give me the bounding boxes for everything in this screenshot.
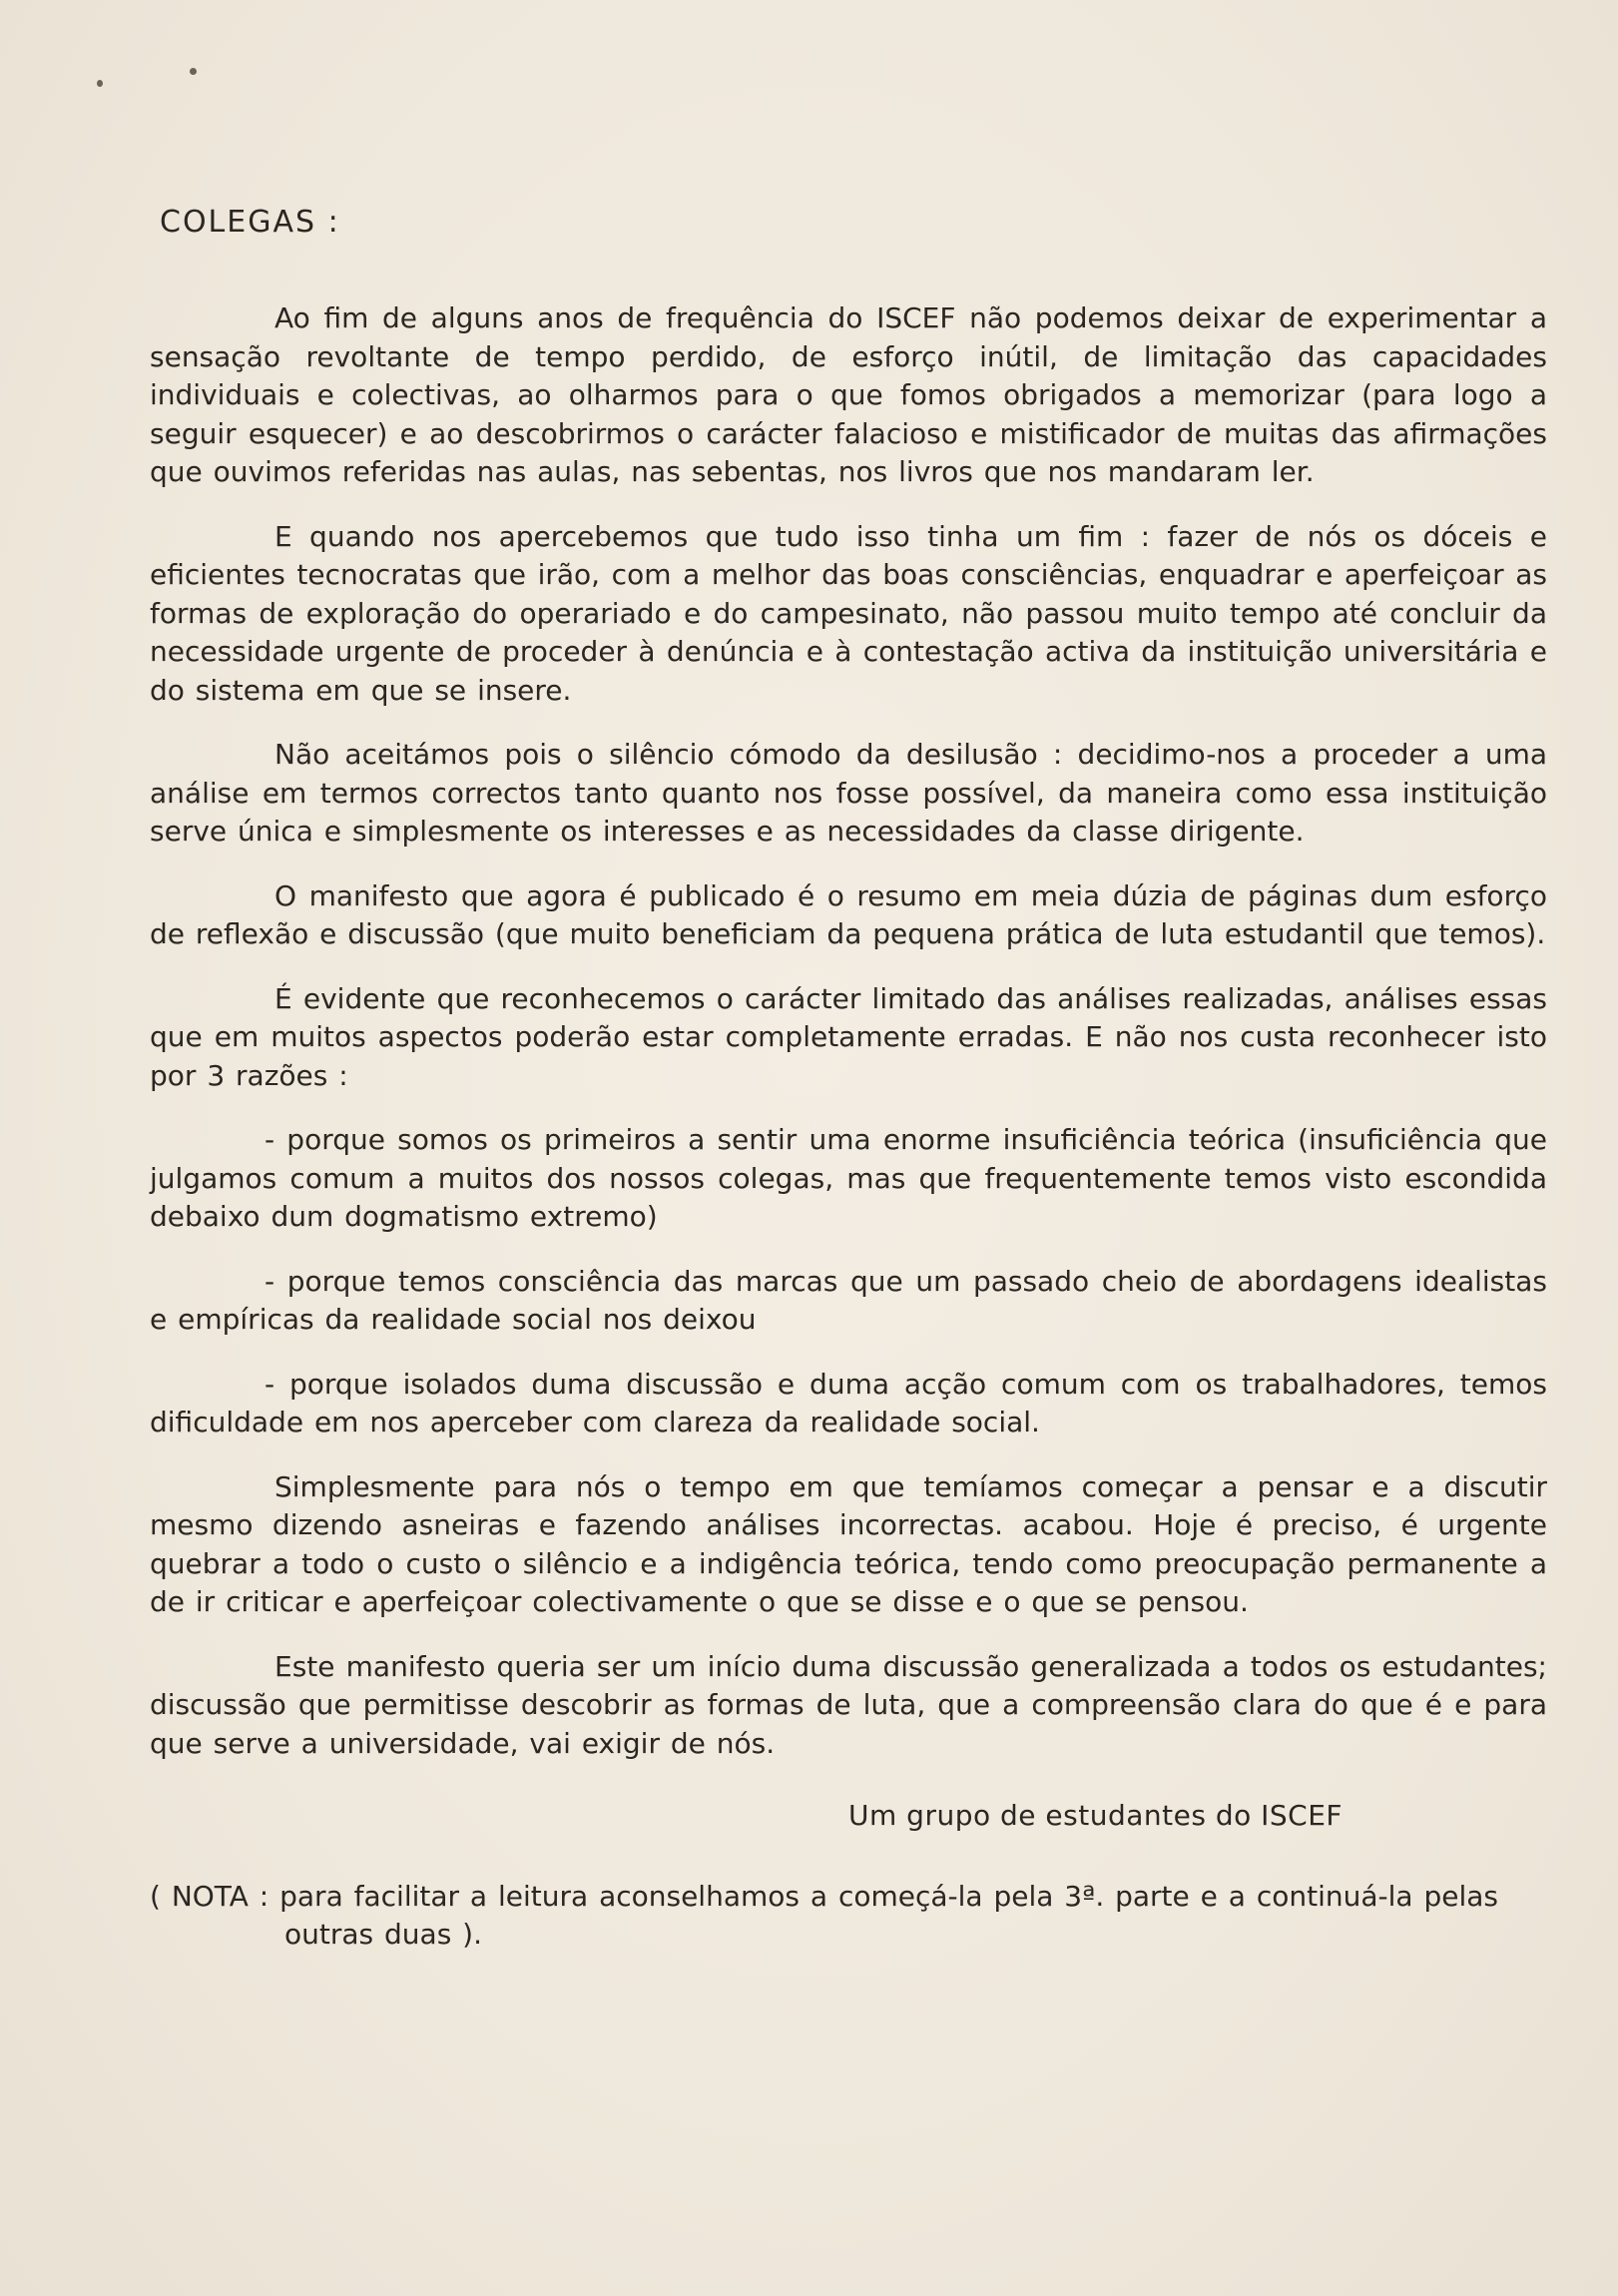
reason-item: - porque temos consciência das marcas que um passado cheio de abordagens idealistas e empíricas da realidade social nos deixou	[150, 1264, 1547, 1336]
ink-speck	[97, 80, 103, 87]
paragraph: Este manifesto queria ser um início duma discussão generalizada a todos os estudantes; discussão que permitisse descobrir as formas de luta, que a compreensão clara do que é e para que serve a universidade, vai exigir de nós.	[150, 1649, 1547, 1760]
note: ( NOTA : para facilitar a leitura aconselhamos a começá-la pela 3ª. parte e a continuá-la pelas outras duas ).	[150, 1880, 1498, 1951]
paragraph: Não aceitámos pois o silêncio cómodo da desilusão : decidimo-nos a proceder a uma análise em termos correctos tanto quanto nos fosse possível, da maneira como essa instituição serve única e simplesmente os interesses e as necessidades da classe dirigente.	[150, 738, 1547, 848]
signature: Um grupo de estudantes do ISCEF	[848, 1799, 1343, 1832]
manifesto-body	[150, 205, 1547, 1954]
reason-item: - porque isolados duma discussão e duma acção comum com os trabalhadores, temos dificuldade em nos aperceber com clareza da realidade social.	[150, 1367, 1547, 1438]
ink-speck	[190, 68, 197, 75]
paragraph: É evidente que reconhecemos o carácter limitado das análises realizadas, análises essas que em muitos aspectos poderão estar completamente erradas. E não nos custa reconhecer isto por 3 razões :	[150, 981, 1547, 1092]
reason-item: - porque somos os primeiros a sentir uma enorme insuficiência teórica (insuficiência que julgamos comum a muitos dos nossos colegas, mas que frequentemente temos visto escondida debaixo dum dogmatismo extremo)	[150, 1123, 1547, 1233]
paragraph: Simplesmente para nós o tempo em que temíamos começar a pensar e a discutir mesmo dizendo asneiras e fazendo análises incorrectas. acabou. Hoje é preciso, é urgente quebrar a todo o custo o silêncio e a indigência teórica, tendo como preocupação permanente a de ir criticar e aperfeiçoar colectivamente o que se disse e o que se pensou.	[150, 1469, 1547, 1618]
paragraph: Ao fim de alguns anos de frequência do ISCEF não podemos deixar de experimentar a sensação revoltante de tempo perdido, de esforço inútil, de limitação das capacidades individuais e colectivas, ao olharmos para o que fomos obrigados a memorizar (para logo a seguir esquecer) e ao descobrirmos o carácter falacioso e mistificador de muitas das afirmações que ouvimos referidas nas aulas, nas sebentas, nos livros que nos mandaram ler.	[150, 301, 1547, 488]
paragraph: E quando nos apercebemos que tudo isso tinha um fim : fazer de nós os dóceis e eficientes tecnocratas que irão, com a melhor das boas consciências, enquadrar e aperfeiçoar as formas de exploração do operariado e do campesinato, não passou muito tempo até concluir da necessidade urgente de proceder à denúncia e à contestação activa da instituição universitária e do sistema em que se insere.	[150, 519, 1547, 707]
salutation: COLEGAS :	[160, 205, 340, 240]
paragraph: O manifesto que agora é publicado é o resumo em meia dúzia de páginas dum esforço de reflexão e discussão (que muito beneficiam da pequena prática de luta estudantil que temos).	[150, 878, 1547, 950]
